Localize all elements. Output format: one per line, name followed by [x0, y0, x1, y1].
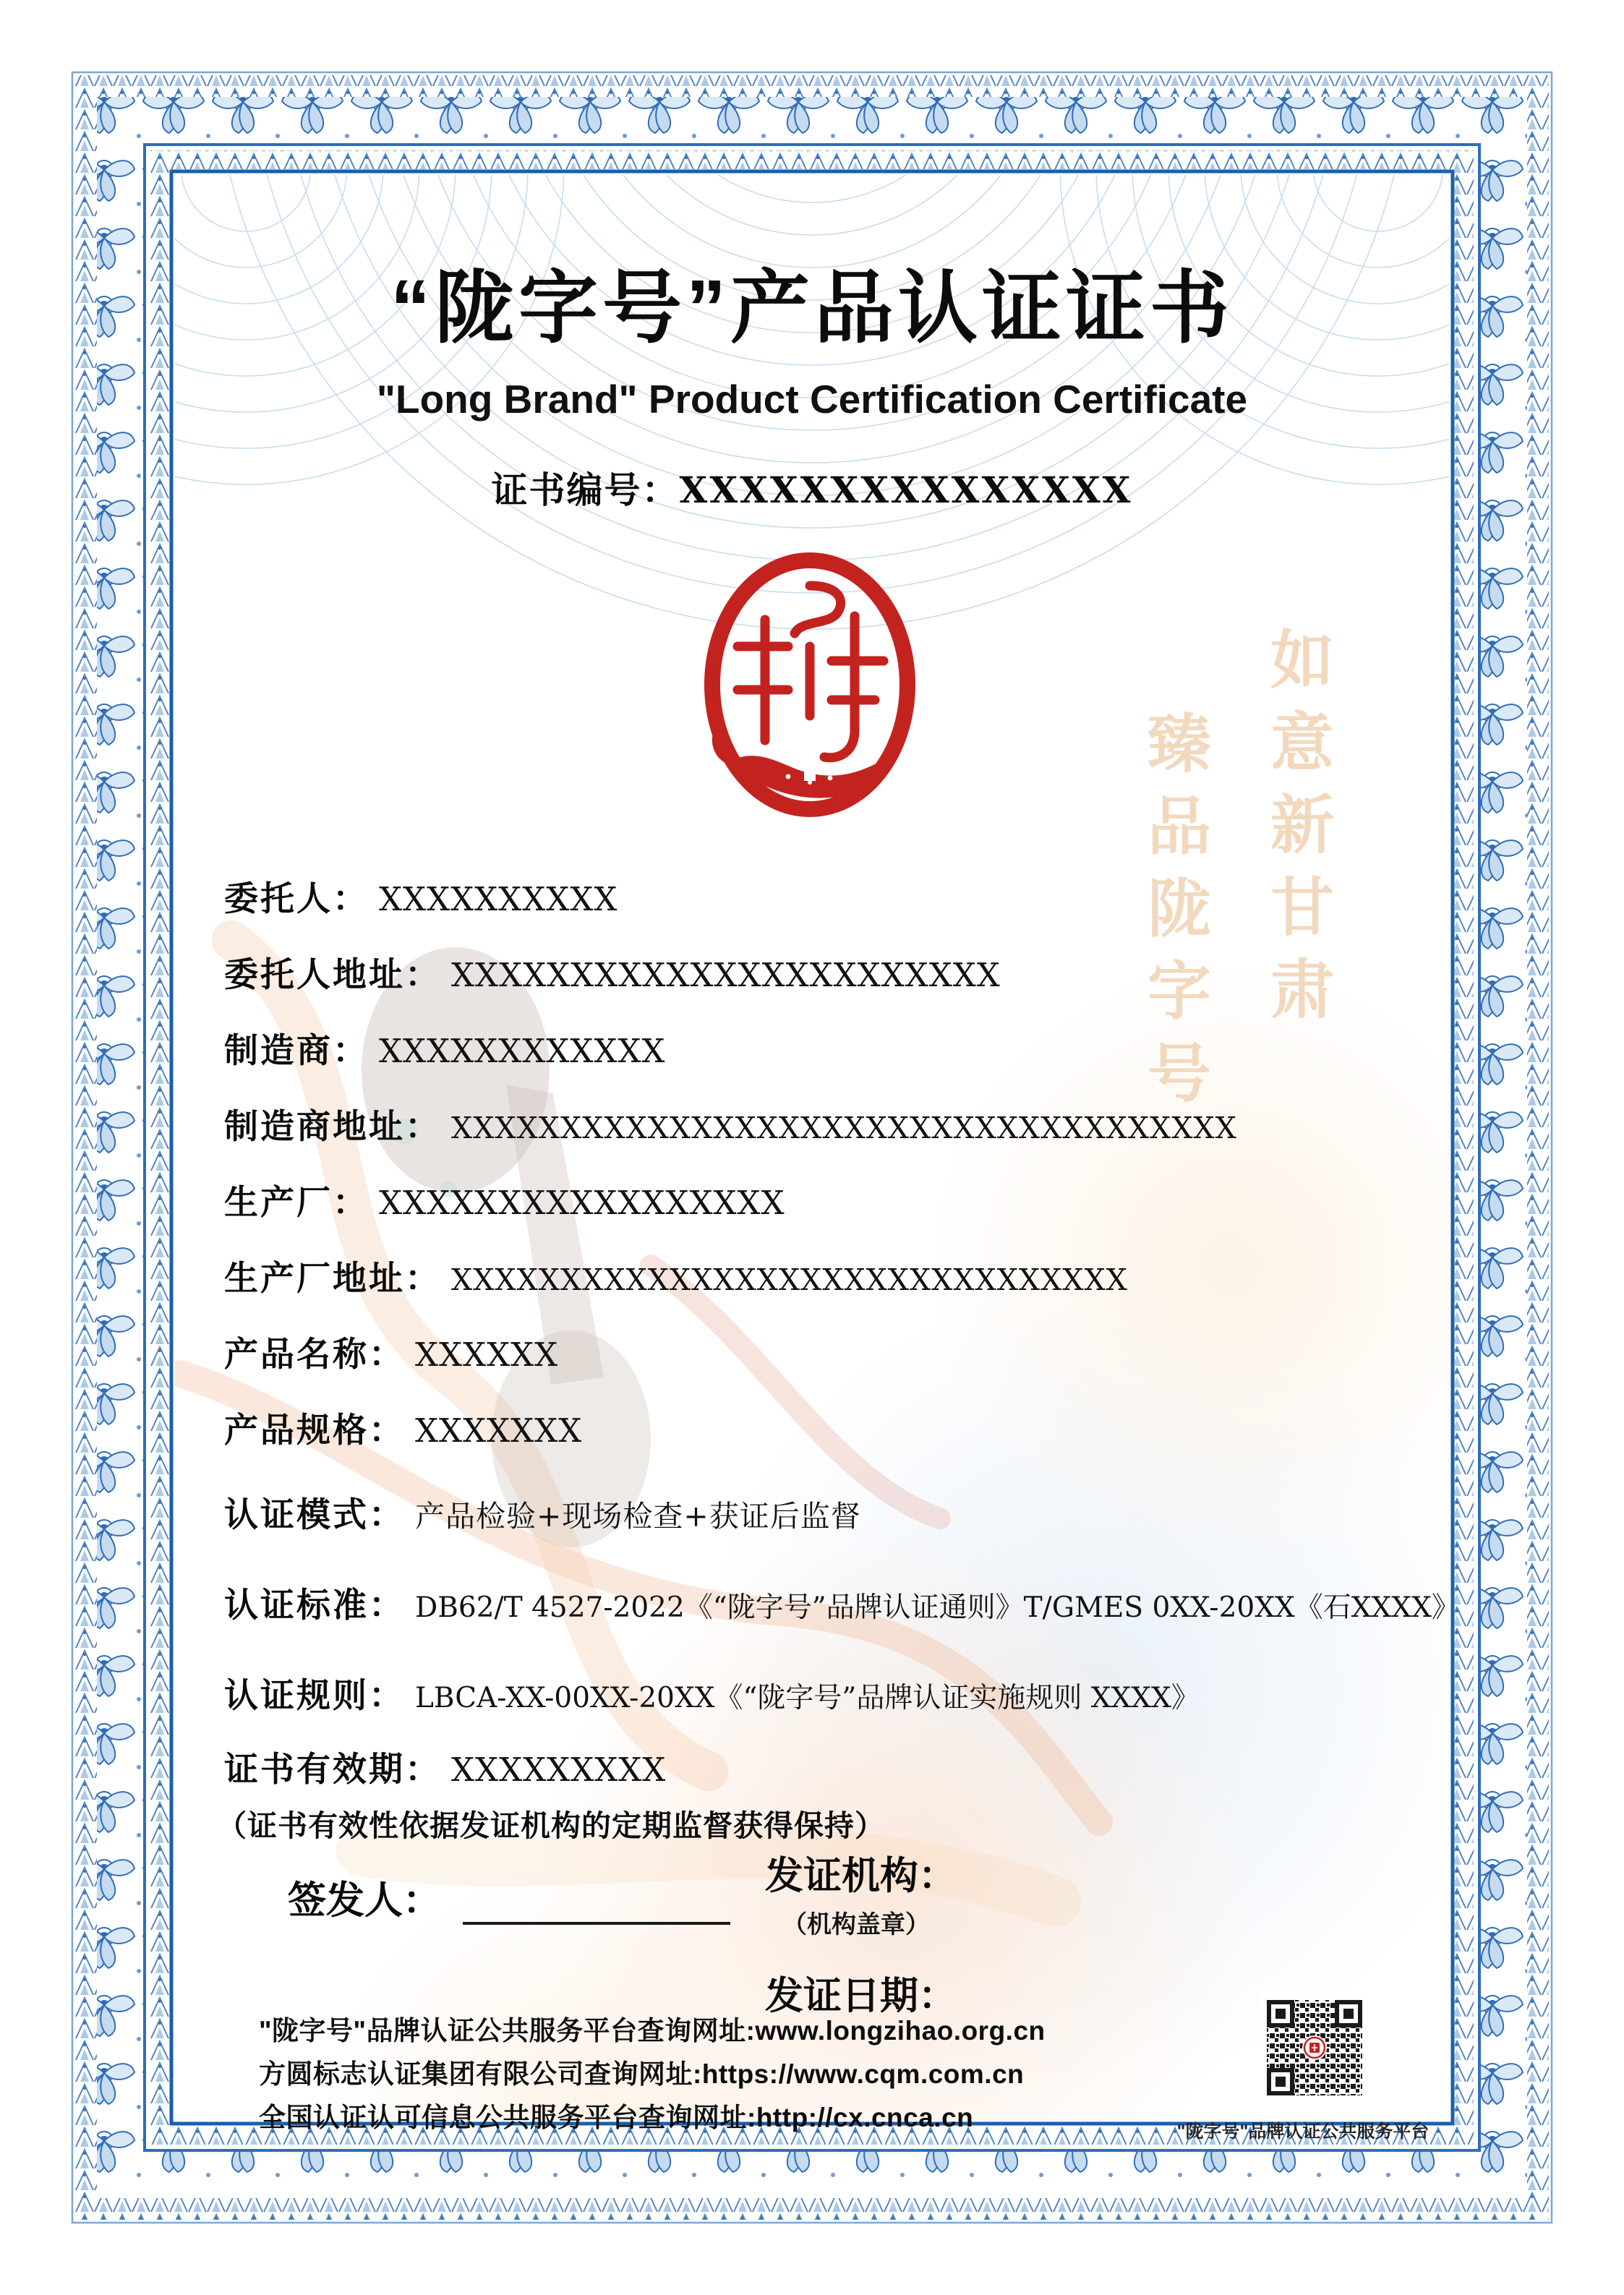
field-value: 产品检验+现场检查+获证后监督	[415, 1499, 861, 1534]
longzihao-red-seal-logo	[687, 544, 933, 833]
page-title-english: "Long Brand" Product Certification Certificate	[376, 377, 1248, 422]
field-product-spec	[224, 1403, 582, 1452]
field-validity-period	[224, 1743, 666, 1791]
field-value: XXXXXXXXXXXXXXXXXXXXXXXXXXXXXXXXXXXX	[451, 1111, 1237, 1145]
calligraphy-watermark-right: 如意新甘肃	[1260, 626, 1335, 1038]
field-value: XXXXXXXXXX	[379, 880, 618, 918]
field-factory-address	[224, 1252, 1128, 1300]
field-label: 委托人地址：	[224, 955, 441, 993]
field-certification-mode	[224, 1488, 861, 1537]
field-label: 生产厂地址：	[224, 1259, 441, 1297]
field-label: 制造商地址：	[224, 1107, 441, 1145]
field-label: 产品规格：	[224, 1411, 405, 1449]
field-label: 认证模式：	[224, 1495, 405, 1534]
footer-link-cqm: 方圆标志认证集团有限公司查询网址:https://www.cqm.com.cn	[259, 2059, 1025, 2089]
certificate-number-value: XXXXXXXXXXXXXXX	[679, 469, 1133, 511]
field-label: 认证标准：	[224, 1586, 405, 1624]
footer-link-longzihao: "陇字号"品牌认证公共服务平台查询网址:www.longzihao.org.cn	[259, 2016, 1046, 2046]
page-title: “陇字号”产品认证证书	[390, 264, 1234, 353]
field-label: 证书有效期：	[224, 1750, 441, 1788]
field-certification-rule	[224, 1669, 1200, 1717]
field-manufacturer-address	[224, 1100, 1237, 1148]
field-value: XXXXXXXXXXXXXXXXX	[379, 1184, 785, 1222]
field-label: 生产厂：	[224, 1183, 369, 1221]
issue-date-label: 发证日期：	[765, 1975, 957, 2017]
field-factory	[224, 1176, 785, 1224]
field-value: XXXXXXXXXXXXXXXXXXXXXXX	[451, 956, 1001, 994]
field-value: LBCA-XX-00XX-20XX《“陇字号”品牌认证实施规则 XXXX》	[415, 1682, 1200, 1714]
field-value: DB62/T 4527-2022《“陇字号”品牌认证通则》T/GMES 0XX-20XX《石XXXX》	[415, 1591, 1460, 1624]
validity-note: （证书有效性依据发证机构的定期监督获得保持）	[217, 1809, 885, 1842]
certificate-number-label: 证书编号：	[491, 470, 680, 510]
field-value: XXXXXXX	[415, 1411, 583, 1450]
field-product-name	[224, 1328, 558, 1376]
field-value: XXXXXXXXXXXXXXXXXXXXXXXXXXXXXXX	[451, 1262, 1128, 1297]
field-label: 产品名称：	[224, 1335, 405, 1373]
field-value: XXXXXX	[415, 1335, 559, 1374]
field-value: XXXXXXXXXXXX	[379, 1032, 666, 1070]
issuer-signature-line	[463, 1922, 730, 1925]
footer-link-cnca: 全国认证认可信息公共服务平台查询网址:http://cx.cnca.cn	[259, 2103, 974, 2132]
qr-caption: "陇字号"品牌认证公共服务平台	[1176, 2121, 1429, 2142]
field-label: 制造商：	[224, 1031, 369, 1069]
field-consignor-address	[224, 948, 1001, 996]
issuer-label: 签发人：	[288, 1879, 441, 1922]
field-label: 委托人：	[224, 879, 369, 918]
calligraphy-watermark-left: 臻品陇字号	[1137, 710, 1213, 1122]
field-value: XXXXXXXXX	[451, 1751, 667, 1789]
field-consignor	[224, 872, 617, 920]
org-stamp-note: （机构盖章）	[782, 1911, 930, 1939]
certificate-number-row	[0, 461, 1624, 513]
issuing-org-label: 发证机构：	[765, 1855, 957, 1897]
qr-code	[1260, 1993, 1369, 2103]
field-label: 认证规则：	[224, 1676, 405, 1714]
field-certification-standard	[224, 1578, 1460, 1627]
field-manufacturer	[224, 1024, 665, 1072]
